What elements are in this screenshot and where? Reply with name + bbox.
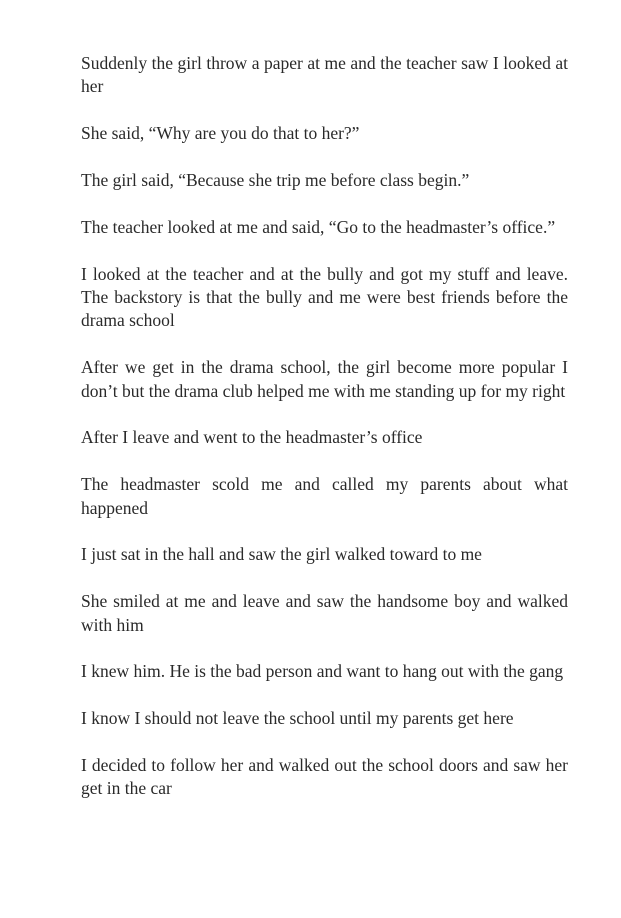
paragraph-11: I knew him. He is the bad person and want to hang out with the gang [81,661,564,682]
document-page [81,52,568,801]
paragraph-7: After I leave and went to the headmaster’s office [81,427,423,448]
paragraph-3: The girl said, “Because she trip me before class begin.” [81,170,470,190]
paragraph-9: I just sat in the hall and saw the girl walked toward to me [81,544,482,565]
paragraph-10: She smiled at me and leave and saw the handsome boy and walked with him [81,591,568,635]
paragraph-1: Suddenly the girl throw a paper at me and the teacher saw I looked at her [81,53,568,97]
paragraph-12: I know I should not leave the school until my parents get here [81,708,514,729]
paragraph-4: The teacher looked at me and said, “Go to the headmaster’s office.” [81,216,556,237]
paragraph-6: After we get in the drama school, the girl become more popular I don’t but the drama club helped me with me standing up for my right [81,357,568,401]
paragraph-5: I looked at the teacher and at the bully and got my stuff and leave. The backstory is that the bully and me were best friends before the drama school [81,263,568,331]
paragraph-13: I decided to follow her and walked out the school doors and saw her get in the car [81,755,568,799]
paragraph-8: The headmaster scold me and called my parents about what happened [81,474,568,518]
paragraph-2: She said, “Why are you do that to her?” [81,123,360,144]
